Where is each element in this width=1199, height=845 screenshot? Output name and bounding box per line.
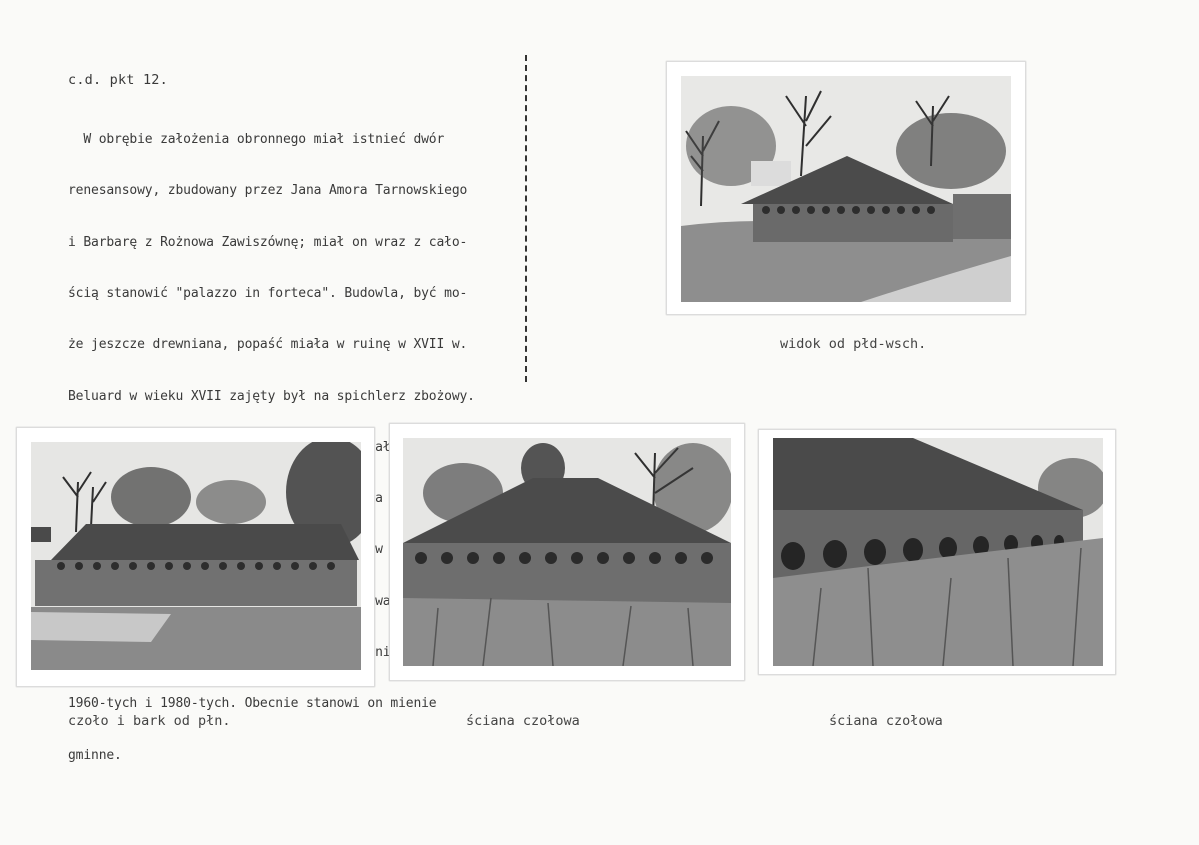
section-heading: c.d. pkt 12. <box>68 72 168 88</box>
paragraph-line: renesansowy, zbudowany przez Jana Amora Tarnowskiego <box>68 183 468 199</box>
photo-bottom-left-caption: czoło i bark od płn. <box>68 713 231 729</box>
photo-top-caption: widok od płd-wsch. <box>780 336 927 352</box>
paragraph-line: nim <box>375 645 399 660</box>
photo-bottom-right <box>758 429 1116 675</box>
paragraph-line: W obrębie założenia obronnego miał istnieć dwór <box>68 132 445 148</box>
photo-bottom-middle-image <box>403 438 731 666</box>
paragraph-line: na <box>367 491 383 507</box>
paragraph-line: Beluard w wieku XVII zajęty był na spichlerz zbożowy. <box>68 388 475 404</box>
photo-top <box>666 61 1026 315</box>
paragraph-line: w <box>375 542 383 558</box>
paragraph-line: że jeszcze drewniana, popaść miała w ruinę w XVII w. <box>68 337 468 353</box>
paragraph-line: gminne. <box>68 747 122 763</box>
paragraph-line: ścią stanowić "palazzo in forteca". Budowla, być mo- <box>68 286 468 302</box>
photo-top-image <box>681 76 1011 302</box>
paragraph-line: konserwatorskie <box>329 593 445 609</box>
paragraph-line: i Barbarę z Rożnowa Zawiszównę; miał on wraz z cało- <box>68 234 468 250</box>
column-divider <box>525 55 527 382</box>
photo-bottom-left-image <box>31 442 361 670</box>
paragraph-line: 1960-tych i 1980-tych. Obecnie stanowi on mienie <box>68 696 437 712</box>
photo-bottom-left <box>16 427 375 687</box>
paragraph-line: miał <box>359 439 391 455</box>
photo-bottom-middle <box>389 423 745 681</box>
photo-bottom-right-image <box>773 438 1103 666</box>
photo-bottom-right-caption: ściana czołowa <box>829 713 943 729</box>
photo-bottom-middle-caption: ściana czołowa <box>466 713 580 729</box>
